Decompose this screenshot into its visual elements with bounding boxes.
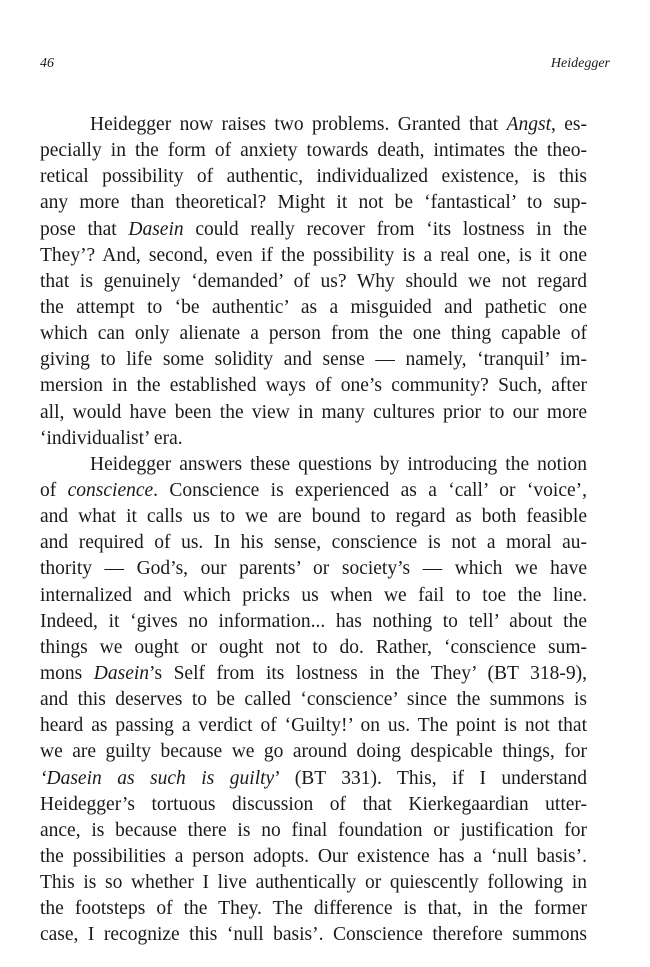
text-segment: , es- bbox=[551, 114, 587, 135]
text-line bbox=[40, 478, 587, 504]
body-text bbox=[40, 112, 587, 949]
text-segment: the footsteps of the They. The difference is that, in the former bbox=[40, 898, 587, 920]
text-segment: Heidegger now raises two problems. Granted that bbox=[90, 114, 507, 135]
text-segment: heard as passing a verdict of ‘Guilty!’ on us. The point is not that bbox=[40, 715, 587, 737]
text-line bbox=[40, 661, 587, 687]
text-segment: we are guilty because we go around doing despicable things, for bbox=[40, 741, 587, 763]
text-line bbox=[40, 504, 587, 530]
text-line bbox=[40, 217, 587, 243]
text-line bbox=[40, 426, 587, 452]
text-segment: internalized and which pricks us when we fail to toe the line. bbox=[40, 584, 587, 606]
text-line bbox=[40, 347, 587, 373]
text-segment: Indeed, it ‘gives no information... has nothing to tell’ about the bbox=[40, 610, 587, 632]
text-line bbox=[40, 373, 587, 399]
text-segment: thority — God’s, our parents’ or society’s — which we have bbox=[40, 558, 587, 580]
text-segment: of bbox=[40, 479, 68, 501]
text-line bbox=[40, 530, 587, 556]
text-segment: all, would have been the view in many cultures prior to our more bbox=[40, 401, 587, 423]
italic-text: Angst bbox=[506, 114, 551, 135]
text-line bbox=[40, 713, 587, 739]
text-segment: pecially in the form of anxiety towards death, intimates the theo- bbox=[40, 140, 587, 162]
text-segment: which can only alienate a person from the one thing capable of bbox=[40, 323, 587, 345]
text-line bbox=[40, 844, 587, 870]
text-segment: Heidegger answers these questions by introducing the notion bbox=[90, 453, 587, 475]
text-segment: things we ought or ought not to do. Rather, ‘conscience sum- bbox=[40, 636, 587, 658]
text-segment: ance, is because there is no final foundation or justification for bbox=[40, 819, 587, 841]
text-segment: case, I recognize this ‘null basis’. Conscience therefore summons bbox=[40, 924, 587, 946]
text-line bbox=[40, 321, 587, 347]
text-line bbox=[40, 556, 587, 582]
running-header bbox=[40, 56, 610, 76]
text-segment: . Conscience is experienced as a ‘call’ or ‘voice’, bbox=[153, 479, 587, 501]
paragraph bbox=[40, 112, 587, 452]
text-line bbox=[40, 112, 587, 138]
text-segment: pose that bbox=[40, 218, 129, 240]
text-segment: ‘individualist’ era. bbox=[40, 427, 183, 449]
text-line bbox=[40, 583, 587, 609]
text-line bbox=[40, 739, 587, 765]
text-segment: Heidegger’s tortuous discussion of that Kierkegaardian utter- bbox=[40, 793, 587, 815]
text-segment: and required of us. In his sense, conscience is not a moral au- bbox=[40, 532, 587, 554]
text-segment: ’s Self from its lostness in the They’ (BT 318-9), bbox=[149, 662, 587, 684]
text-line bbox=[40, 635, 587, 661]
text-segment: and what it calls us to we are bound to regard as both feasible bbox=[40, 506, 587, 528]
text-line bbox=[40, 138, 587, 164]
text-segment: the attempt to ‘be authentic’ as a misguided and pathetic one bbox=[40, 296, 587, 318]
text-line bbox=[40, 243, 587, 269]
text-segment: that is genuinely ‘demanded’ of us? Why should we not regard bbox=[40, 270, 587, 292]
text-line bbox=[40, 400, 587, 426]
text-segment: and this deserves to be called ‘conscience’ since the summons is bbox=[40, 689, 587, 711]
text-line bbox=[40, 452, 587, 478]
text-line bbox=[40, 687, 587, 713]
text-line bbox=[40, 766, 587, 792]
text-segment: retical possibility of authentic, individualized existence, is this bbox=[40, 166, 587, 188]
text-segment: the possibilities a person adopts. Our existence has a ‘null basis’. bbox=[40, 845, 587, 867]
text-segment: mons bbox=[40, 662, 94, 684]
page-number: 46 bbox=[40, 56, 54, 71]
text-line bbox=[40, 295, 587, 321]
italic-text: conscience bbox=[67, 479, 154, 501]
running-head-title: Heidegger bbox=[550, 56, 610, 71]
text-line bbox=[40, 896, 587, 922]
text-segment: could really recover from ‘its lostness in the bbox=[183, 218, 587, 240]
text-line bbox=[40, 190, 587, 216]
text-line bbox=[40, 609, 587, 635]
text-line bbox=[40, 922, 587, 948]
italic-text: Dasein bbox=[93, 662, 150, 684]
text-segment: mersion in the established ways of one’s community? Such, after bbox=[40, 375, 587, 397]
text-segment: ’ (BT 331). This, if I understand bbox=[274, 767, 587, 789]
text-line bbox=[40, 818, 587, 844]
text-line bbox=[40, 792, 587, 818]
text-segment: any more than theoretical? Might it not be ‘fantastical’ to sup- bbox=[40, 192, 587, 214]
text-line bbox=[40, 164, 587, 190]
paragraph bbox=[40, 452, 587, 949]
text-segment: They’? And, second, even if the possibility is a real one, is it one bbox=[40, 244, 587, 266]
text-segment: giving to life some solidity and sense — namely, ‘tranquil’ im- bbox=[40, 349, 587, 371]
text-line bbox=[40, 269, 587, 295]
text-segment: This is so whether I live authentically or quiescently following in bbox=[40, 872, 587, 894]
italic-text: Dasein bbox=[128, 218, 184, 240]
text-line bbox=[40, 870, 587, 896]
italic-text: ‘Dasein as such is guilty bbox=[40, 767, 275, 789]
